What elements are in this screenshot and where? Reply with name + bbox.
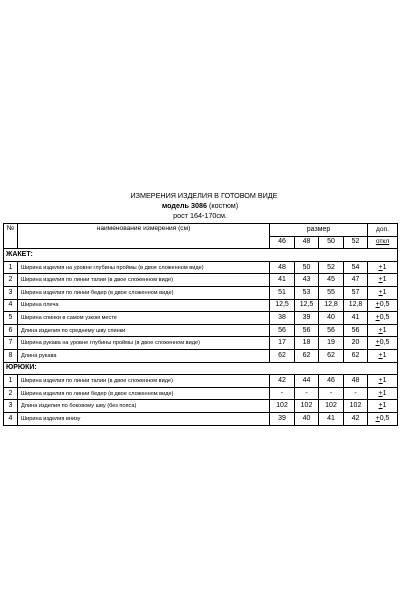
section-row xyxy=(4,362,398,375)
size-value: 19 xyxy=(319,337,344,350)
tolerance-amount: 0,5 xyxy=(379,313,390,321)
size-value: 102 xyxy=(295,400,319,413)
size-value: 52 xyxy=(319,261,344,274)
size-value: 62 xyxy=(344,349,368,362)
tolerance-amount: 1 xyxy=(382,402,387,410)
size-value: 40 xyxy=(295,412,319,425)
size-value: 62 xyxy=(319,349,344,362)
tolerance-plus-minus: + xyxy=(378,276,383,284)
tolerance-amount: 0,5 xyxy=(379,339,390,347)
size-value: 39 xyxy=(295,312,319,325)
size-value: 39 xyxy=(270,412,295,425)
size-value: 43 xyxy=(295,274,319,287)
size-value: - xyxy=(270,387,295,400)
table-row xyxy=(4,274,398,287)
size-value: 62 xyxy=(270,349,295,362)
tolerance-value xyxy=(368,337,398,350)
tolerance-plus-minus: + xyxy=(375,313,380,321)
tolerance-value xyxy=(368,324,398,337)
size-value: 45 xyxy=(319,274,344,287)
tolerance-plus-minus: + xyxy=(378,263,383,271)
model-note: (костюм) xyxy=(208,201,239,210)
tolerance-plus-minus: + xyxy=(378,402,383,410)
tolerance-amount: 1 xyxy=(382,276,387,284)
size-value: 12,5 xyxy=(295,299,319,312)
table-row xyxy=(4,312,398,325)
tolerance-value xyxy=(368,375,398,388)
size-value: 44 xyxy=(295,375,319,388)
size-value: 20 xyxy=(344,337,368,350)
section-title: ЮРЮКИ: xyxy=(4,362,398,375)
row-number: 4 xyxy=(4,299,18,312)
row-number: 3 xyxy=(4,400,18,413)
table-row xyxy=(4,299,398,312)
row-number: 7 xyxy=(4,337,18,350)
size-value: 54 xyxy=(344,261,368,274)
tolerance-header-line1: доп. xyxy=(368,224,398,237)
table-row xyxy=(4,400,398,413)
tolerance-plus-minus: + xyxy=(378,288,383,296)
table-row xyxy=(4,337,398,350)
tolerance-amount: 1 xyxy=(382,326,387,334)
size-value: 51 xyxy=(270,286,295,299)
size-value: 57 xyxy=(344,286,368,299)
size-value: 102 xyxy=(344,400,368,413)
section-title: ЖАКЕТ: xyxy=(4,249,398,262)
size-value: 42 xyxy=(270,375,295,388)
size-value: 56 xyxy=(344,324,368,337)
row-number: 8 xyxy=(4,349,18,362)
row-number: 2 xyxy=(4,274,18,287)
size-header-52: 52 xyxy=(344,236,368,249)
tolerance-plus-minus: + xyxy=(375,339,380,347)
size-value: 102 xyxy=(270,400,295,413)
tolerance-value xyxy=(368,412,398,425)
size-value: 18 xyxy=(295,337,319,350)
size-value: - xyxy=(295,387,319,400)
tolerance-header-line2: откл xyxy=(368,236,398,249)
size-header-46: 46 xyxy=(270,236,295,249)
measurement-name: Длина рукава xyxy=(18,349,270,362)
measurement-name: Ширина спинки в самом узком месте xyxy=(18,312,270,325)
tolerance-plus-minus: + xyxy=(378,389,383,397)
row-number: 5 xyxy=(4,312,18,325)
size-value: 47 xyxy=(344,274,368,287)
size-value: 46 xyxy=(319,375,344,388)
table-row xyxy=(4,387,398,400)
tolerance-plus-minus: + xyxy=(375,414,380,422)
size-value: 48 xyxy=(344,375,368,388)
tolerance-amount: 1 xyxy=(382,351,387,359)
tolerance-value xyxy=(368,312,398,325)
name-column-header: наименование измерения (см) xyxy=(18,224,270,249)
size-value: 40 xyxy=(319,312,344,325)
table-row xyxy=(4,324,398,337)
height-range: рост 164-170см. xyxy=(173,211,227,220)
tolerance-amount: 1 xyxy=(382,376,387,384)
tolerance-value xyxy=(368,261,398,274)
size-value: 55 xyxy=(319,286,344,299)
size-value: 12,8 xyxy=(344,299,368,312)
size-value: 12,5 xyxy=(270,299,295,312)
measurement-name: Ширина изделия по линии бедер (в двое сложенном виде) xyxy=(18,286,270,299)
size-column-header: размер xyxy=(270,224,368,237)
table-row xyxy=(4,412,398,425)
tolerance-value xyxy=(368,349,398,362)
measurement-name: Длина изделия по боковому шву (без пояса) xyxy=(18,400,270,413)
table-row xyxy=(4,349,398,362)
tolerance-plus-minus: + xyxy=(375,301,380,309)
table-row xyxy=(4,286,398,299)
tolerance-value xyxy=(368,387,398,400)
size-header-48: 48 xyxy=(295,236,319,249)
size-value: 41 xyxy=(319,412,344,425)
section-row xyxy=(4,249,398,262)
row-number: 2 xyxy=(4,387,18,400)
size-value: 17 xyxy=(270,337,295,350)
tolerance-plus-minus: + xyxy=(378,376,383,384)
size-value: 12,8 xyxy=(319,299,344,312)
measurement-name: Ширина рукава на уровне глубины проймы (в двое сложенном виде) xyxy=(18,337,270,350)
size-header-50: 50 xyxy=(319,236,344,249)
size-value: 56 xyxy=(319,324,344,337)
number-column-header: № xyxy=(4,224,18,249)
tolerance-value xyxy=(368,400,398,413)
size-value: 41 xyxy=(270,274,295,287)
size-value: 102 xyxy=(319,400,344,413)
tolerance-value xyxy=(368,299,398,312)
row-number: 4 xyxy=(4,412,18,425)
row-number: 1 xyxy=(4,261,18,274)
measurements-body xyxy=(4,224,398,426)
model-line xyxy=(0,201,400,211)
table-row xyxy=(4,261,398,274)
row-number: 6 xyxy=(4,324,18,337)
tolerance-plus-minus: + xyxy=(378,326,383,334)
size-value: 48 xyxy=(270,261,295,274)
tolerance-amount: 0,5 xyxy=(379,301,390,309)
size-value: 50 xyxy=(295,261,319,274)
tolerance-amount: 1 xyxy=(382,288,387,296)
measurement-name: Ширина изделия внизу xyxy=(18,412,270,425)
table-row xyxy=(4,375,398,388)
measurement-name: Ширина изделия на уровне глубины проймы (в двое сложенном виде) xyxy=(18,261,270,274)
size-value: 56 xyxy=(270,324,295,337)
size-value: 56 xyxy=(295,324,319,337)
size-value: - xyxy=(319,387,344,400)
measurement-name: Ширина изделия по линии талии (в двое сложенном виде) xyxy=(18,274,270,287)
tolerance-amount: 1 xyxy=(382,389,387,397)
tolerance-value xyxy=(368,274,398,287)
tolerance-amount: 0,5 xyxy=(379,414,390,422)
model-number: модель 3086 xyxy=(161,201,207,210)
tolerance-amount: 1 xyxy=(382,263,387,271)
size-value: 42 xyxy=(344,412,368,425)
measurement-name: Ширина плеча xyxy=(18,299,270,312)
measurement-name: Ширина изделия по линии бедер (в двое сложенном виде) xyxy=(18,387,270,400)
size-value: - xyxy=(344,387,368,400)
header-row xyxy=(4,224,398,237)
row-number: 1 xyxy=(4,375,18,388)
measurement-name: Длина изделия по среднему шву спинки xyxy=(18,324,270,337)
size-value: 41 xyxy=(344,312,368,325)
size-value: 62 xyxy=(295,349,319,362)
tolerance-plus-minus: + xyxy=(378,351,383,359)
document-title: ИЗМЕРЕНИЯ ИЗДЕЛИЯ В ГОТОВОМ ВИДЕ xyxy=(130,191,278,200)
size-value: 53 xyxy=(295,286,319,299)
row-number: 3 xyxy=(4,286,18,299)
size-value: 38 xyxy=(270,312,295,325)
tolerance-value xyxy=(368,286,398,299)
measurements-table xyxy=(3,223,398,426)
document-header xyxy=(0,191,400,221)
measurement-name: Ширина изделия по линии талии (в двое сложенном виде) xyxy=(18,375,270,388)
